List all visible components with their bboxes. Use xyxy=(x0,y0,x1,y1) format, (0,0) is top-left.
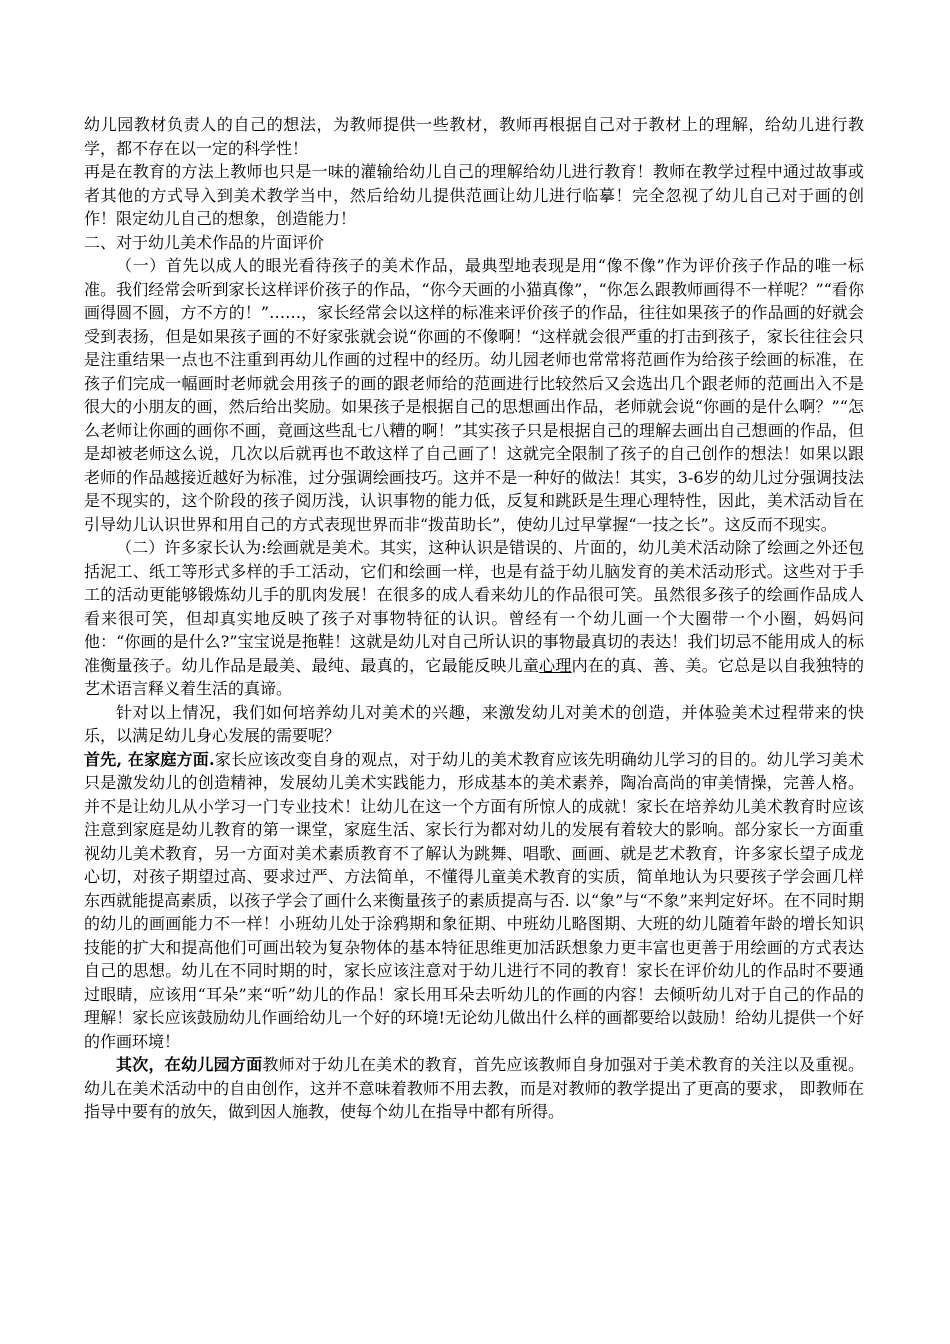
paragraph-point-two-tail: 内在的真、善、美。它总是以自我独特的艺术语言释义着生活的真谛。 xyxy=(84,655,864,698)
family-body-text: 家长应该改变自身的观点，对于幼儿的美术教育应该先明确幼儿学习的目的。幼儿学习美术只是激发幼儿的创造精神，发展幼儿美术实践能力，形成基本的美术素养，陶冶高尚的审美情操，完善人格。并不是让幼儿从小学习一门专业技术！让幼儿在这一个方面有所惊人的成就！家长在培养幼儿美术教育时应该注意到家庭是幼儿教育的第一课堂，家庭生活、家长行为都对幼儿的发展有着较大的影响。部分家长一方面重视幼儿美术教育，另一方面对美术素质教育不了解认为跳舞、唱歌、画画、就是艺术教育，许多家长望子成龙心切，对孩子期望过高、要求过严、方法简单，不懂得儿童美术教育的实质，简单地认为只要孩子学会画几样东西就能提高素质，以孩子学会了画什么来衡量孩子的素质提高与否. 以“象”与“不象”来判定好坏。在不同时期的幼儿的画画能力不一样！小班幼儿处于涂鸦期和象征期、中班幼儿略图期、大班的幼儿随着年龄的增长知识技能的扩大和提高他们可画出较为复杂物体的基本特征思维更加活跃想象力更丰富也更善于用绘画的方式表达自己的思想。幼儿在不同时期的时，家长应该注意对于幼儿进行不同的教育！家长在评价幼儿的作品时不要通过眼睛，应该用“耳朵”来“听”幼儿的作品！家长用耳朵去听幼儿的作画的内容！去倾听幼儿对于自己的作品的理解！家长应该鼓励幼儿作画给幼儿一个好的环境!无论幼儿做出什么样的画都要给以鼓励！给幼儿提供一个好的作画环境！ xyxy=(84,749,864,1051)
document-body xyxy=(84,113,864,1124)
kindergarten-lead-heading: 其次，在幼儿园方面 xyxy=(116,1055,263,1074)
psychology-link[interactable]: 心理 xyxy=(539,655,572,675)
paragraph-teaching-materials: 幼儿园教材负责人的自己的想法，为教师提供一些教材，教师再根据自己对于教材上的理解，给幼儿进行教学，都不存在以一定的科学性！ xyxy=(84,115,864,158)
kindergarten-body-text: 教师对于幼儿在美术的教育，首先应该教师自身加强对于美术教育的关注以及重视。幼儿在美术活动中的自由创作，这并不意味着教师不用去教，而是对教师的教学提出了更高的要求， 即教师在指导中要有的放矢，做到因人施教，使每个幼儿在指导中都有所得。 xyxy=(84,1055,864,1121)
paragraph-point-two-text: （二）许多家长认为:绘画就是美术。其实，这种认识是错误的、片面的，幼儿美术活动除了绘画之外还包括泥工、纸工等形式多样的手工活动，它们和绘画一样，也是有益于幼儿脑发育的美术活动形式。这些对于手工的活动更能够锻炼幼儿手的肌肉发展！在很多的成人看来幼儿的作品很可笑。虽然很多孩子的绘画作品成人看来很可笑，但却真实地反映了孩子对事物特征的认识。曾经有一个幼儿画一个大圈带一个小圈，妈妈问他：“你画的是什么?”宝宝说是拖鞋！这就是幼儿对自己所认识的事物最真切的表达！我们切忌不能用成人的标准衡量孩子。幼儿作品是最美、最纯、最真的，它最能反映儿童 xyxy=(84,538,864,675)
paragraph-question: 针对以上情况，我们如何培养幼儿对美术的兴趣，来激发幼儿对美术的创造，并体验美术过程带来的快乐，以满足幼儿身心发展的需要呢？ xyxy=(84,702,864,745)
paragraph-kindergarten xyxy=(84,1053,864,1124)
paragraph-family xyxy=(84,748,864,1054)
paragraph-teaching-method: 再是在教育的方法上教师也只是一味的灌输给幼儿自己的理解给幼儿进行教育！教师在教学过程中通过故事或者其他的方式导入到美术教学当中，然后给幼儿提供范画让幼儿进行临摹！完全忽视了幼儿自己对于画的创作！限定幼儿自己的想象，创造能力！ xyxy=(84,162,864,228)
paragraph-point-two xyxy=(84,536,864,701)
paragraph-point-one: （一）首先以成人的眼光看待孩子的美术作品，最典型地表现是用“像不像”作为评价孩子作品的唯一标准。我们经常会听到家长这样评价孩子的作品，“你今天画的小猫真像”，“你怎么跟教师画得不一样呢？”“看你画得圆不圆，方不方的！”……，家长经常会以这样的标准来评价孩子的作品，往往如果孩子的作品画的好就会受到表扬，但是如果孩子画的不好家张就会说“你画的不像啊！“这样就会很严重的打击到孩子，家长往往会只是注重结果一点也不注重到再幼儿作画的过程中的经历。幼儿园老师也常常将范画作为给孩子绘画的标准，在孩子们完成一幅画时老师就会用孩子的画的跟老师给的范画进行比较然后又会选出几个跟老师的范画出入不是很大的小朋友的画，然后给出奖励。如果孩子是根据自己的思想画出作品，老师就会说“你画的是什么啊？”“怎么老师让你画的画你不画，竟画这些乱七八糟的啊！”其实孩子只是根据自己的理解去画出自己想画的作品，但是却被老师这么说，几次以后就再也不敢这样了自己画了！这就完全限制了孩子的自己创作的想法！如果以跟老师的作品越接近越好为标准，过分强调绘画技巧。这并不是一种好的做法！其实，3-6岁的幼儿过分强调技法是不现实的，这个阶段的孩子阅历浅，认识事物的能力低，反复和跳跃是生理心理特性，因此，美术活动旨在引导幼儿认识世界和用自己的方式表现世界而非“拨苗助长”，使幼儿过早掌握“一技之长”。这反而不现实。 xyxy=(84,256,864,534)
family-lead-heading: 首先, 在家庭方面. xyxy=(84,749,215,769)
section-heading-two: 二、对于幼儿美术作品的片面评价 xyxy=(84,232,325,252)
